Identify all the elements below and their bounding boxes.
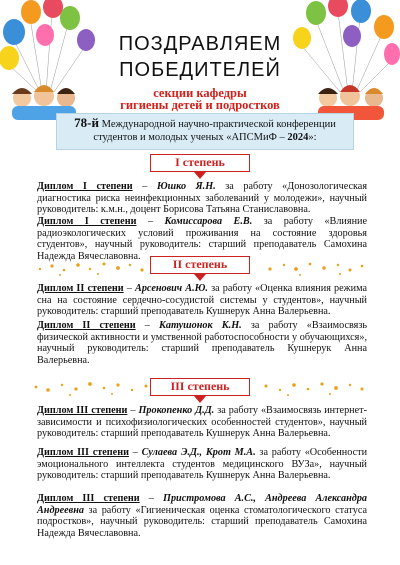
diploma-label: Диплом III степени xyxy=(37,493,140,504)
diploma-label: Диплом II степени xyxy=(37,320,136,331)
subtitle-line2: гигиены детей и подростков xyxy=(120,98,280,112)
authors: Комиссарова Е.В. xyxy=(164,216,253,227)
list-item xyxy=(37,447,367,482)
subtitle-line1: секции кафедры xyxy=(153,86,247,100)
work-description: за работу «Взаимосвязь интернет-зависимости и психофизиологических особенностей студентов», научный руководитель: старший преподаватель Кушнерук Анна Валерьевна. xyxy=(37,405,367,440)
diploma-label: Диплом I степени xyxy=(37,181,133,192)
list-item xyxy=(37,405,367,440)
list-item xyxy=(37,320,367,366)
work-description: за работу «Донозологическая диагностика риска неинфекционных заболеваний у молодежи», научный руководитель: к.м.н., доцент Борисова Татьяна Станиславовна. xyxy=(37,181,368,216)
conference-line2 xyxy=(57,131,353,144)
authors: Катушонок К.Н. xyxy=(158,320,242,331)
conference-line2-suffix: »: xyxy=(308,132,317,143)
dash: – xyxy=(128,447,142,458)
diploma-label: Диплом III степени xyxy=(37,405,128,416)
arrow-down-icon xyxy=(194,172,206,179)
dash: – xyxy=(135,320,159,331)
degree-third-badge: III степень xyxy=(150,378,250,396)
work-description: за работу «Особенности эмоционального интеллекта студентов медицинского ВУЗа», научный руководитель: старший преподаватель Кушнерук Анна Валерьевна. xyxy=(37,447,368,482)
list-item xyxy=(37,283,367,318)
page-title-line1: ПОЗДРАВЛЯЕМ xyxy=(118,33,282,55)
diploma-label: Диплом I степени xyxy=(37,216,137,227)
list-item xyxy=(37,181,367,216)
authors: Сулаева Э.Д., Крот М.А. xyxy=(141,447,256,458)
authors: Арсенович А.Ю. xyxy=(135,283,208,294)
authors: Юшко Я.Н. xyxy=(156,181,216,192)
degree-first-badge: I степень xyxy=(150,154,250,172)
work-description: за работу «Влияние радиоэкологических условий проживания на состояние здоровья студентов», научный руководитель: старший преподаватель Самохина Надежда Вячеславовна. xyxy=(37,216,367,262)
arrow-down-icon xyxy=(194,274,206,281)
diploma-label: Диплом II степени xyxy=(37,283,124,294)
work-description: за работу «Гигиеническая оценка стоматологического статуса подростков», научный руководитель: старший преподаватель Самохина Надежда Вячеславовна. xyxy=(37,504,367,539)
degree-second-badge: II степень xyxy=(150,256,250,274)
dash: – xyxy=(123,283,136,294)
dash: – xyxy=(139,493,164,504)
conference-ordinal: 78-й xyxy=(74,115,99,130)
conference-line1 xyxy=(57,116,353,131)
dash: – xyxy=(132,181,157,192)
list-item xyxy=(37,493,367,539)
conference-box xyxy=(56,113,354,150)
work-description: за работу «Оценка влияния режима сна на состояние сердечно-сосудистой системы у студентов», научный руководитель: старший преподаватель Кушнерук Анна Валерьевна. xyxy=(37,283,368,318)
page-title-line2: ПОБЕДИТЕЛЕЙ xyxy=(119,59,281,81)
dash: – xyxy=(127,405,139,416)
arrow-down-icon xyxy=(194,396,206,403)
conference-line2-prefix: студентов и молодых ученых «АПСМиФ – xyxy=(93,132,288,143)
work-description: за работу «Взаимосвязь физической активности и умственной работоспособности у обучающихся», научный руководитель: старший преподаватель Кушнерук Анна Валерьевна. xyxy=(37,320,367,366)
authors: Пристромова А.С., Андреева Александра Андреевна xyxy=(37,493,368,516)
conference-line1-text: Международной научно-практической конференции xyxy=(99,119,336,130)
authors: Прокопенко Д.Д. xyxy=(138,405,215,416)
conference-year: 2024 xyxy=(287,132,309,143)
dash: – xyxy=(136,216,165,227)
diploma-label: Диплом III степени xyxy=(37,447,129,458)
